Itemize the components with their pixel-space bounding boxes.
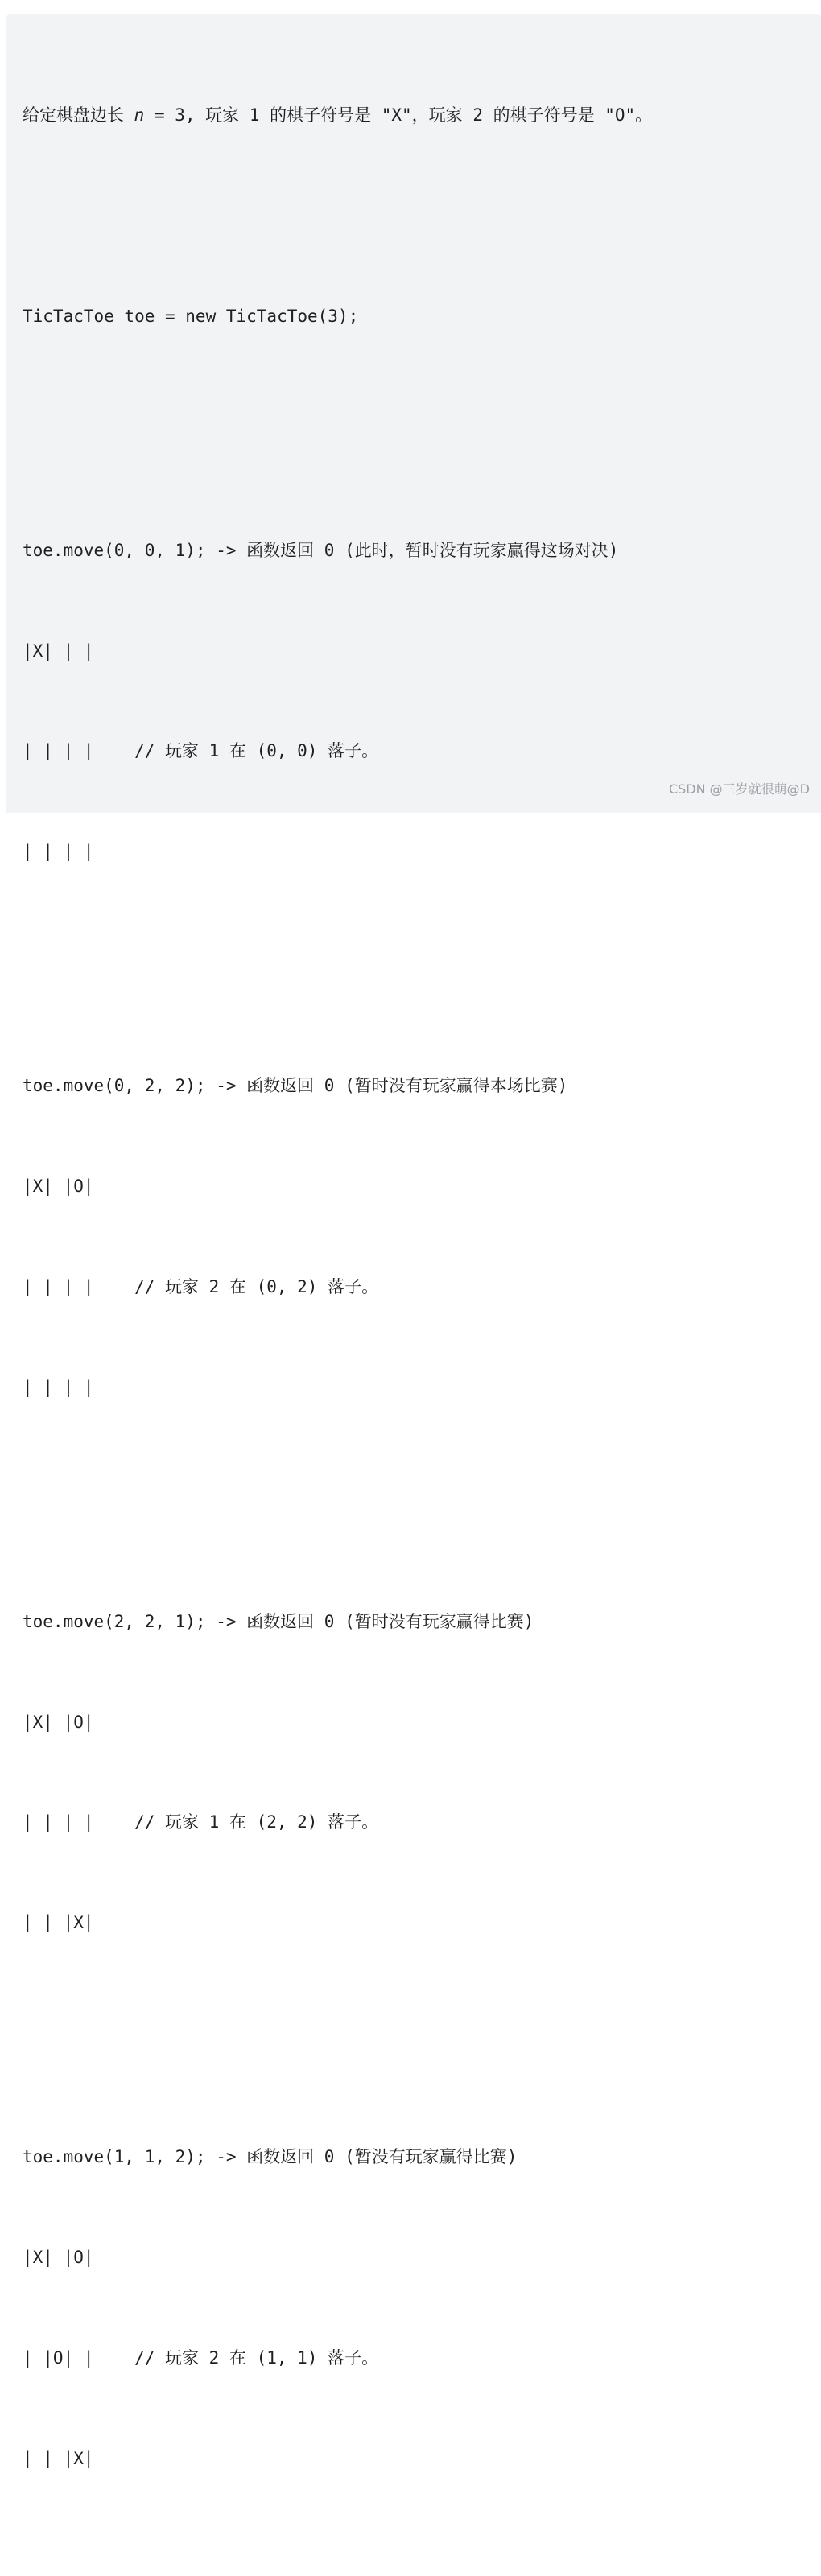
- intro-prefix: 给定棋盘边长: [23, 105, 134, 126]
- move-call-line: toe.move(2, 2, 1); -> 函数返回 0 (暂时没有玩家赢得比赛): [23, 1611, 534, 1631]
- blank-line: [23, 936, 821, 970]
- move-call-line: toe.move(0, 0, 1); -> 函数返回 0 (此时，暂时没有玩家赢得这场对决): [23, 540, 619, 560]
- board-row: | | |X|: [23, 1913, 94, 1933]
- blank-line: [23, 2007, 821, 2041]
- blank-line: [23, 1472, 821, 1506]
- board-row: | | |X|: [23, 2448, 94, 2468]
- move-call-line: toe.move(1, 1, 2); -> 函数返回 0 (暂没有玩家赢得比赛): [23, 2147, 518, 2167]
- board-row: | | | | // 玩家 1 在 (2, 2) 落子。: [23, 1812, 379, 1832]
- blank-line: [23, 401, 821, 435]
- code-block: [6, 14, 821, 2468]
- init-line: TicTacToe toe = new TicTacToe(3);: [23, 306, 359, 326]
- intro-suffix: = 3, 玩家 1 的棋子符号是 "X"，玩家 2 的棋子符号是 "O"。: [144, 105, 653, 126]
- intro-variable-n: n: [134, 105, 145, 126]
- csdn-watermark: CSDN @三岁就很萌@D: [668, 781, 810, 798]
- board-row: |X| |O|: [23, 2248, 94, 2268]
- board-row: | | | | // 玩家 2 在 (0, 2) 落子。: [23, 1276, 379, 1296]
- board-row: |X| |O|: [23, 1712, 94, 1732]
- board-row: |X| | |: [23, 641, 94, 661]
- move-call-line: toe.move(0, 2, 2); -> 函数返回 0 (暂时没有玩家赢得本场比赛): [23, 1076, 568, 1096]
- board-row: | | | |: [23, 842, 94, 862]
- board-row: |X| |O|: [23, 1177, 94, 1197]
- intro-line: [23, 99, 821, 133]
- blank-line: [23, 200, 821, 233]
- board-row: | | | | // 玩家 1 在 (0, 0) 落子。: [23, 741, 379, 761]
- board-row: | | | |: [23, 1377, 94, 1397]
- board-row: | |O| | // 玩家 2 在 (1, 1) 落子。: [23, 2347, 379, 2368]
